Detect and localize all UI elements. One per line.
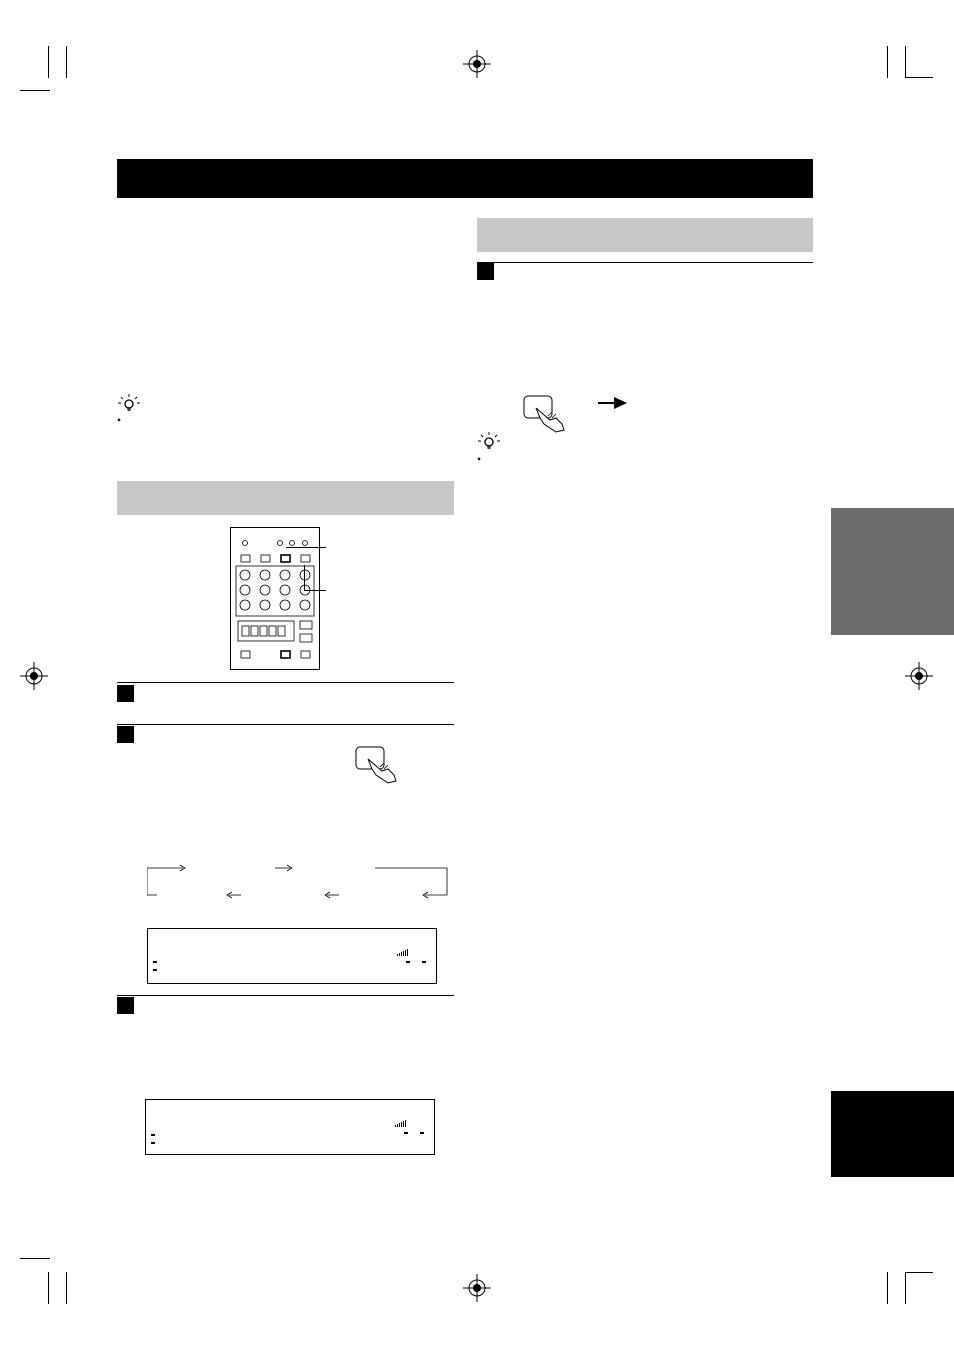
- crop-mark: [66, 1272, 67, 1304]
- page-title: [117, 159, 813, 198]
- dsp-indicator: [153, 961, 157, 963]
- left-channel-indicator: [406, 961, 410, 963]
- registration-mark-icon: [20, 662, 48, 690]
- crop-mark: [48, 46, 49, 78]
- pcm-indicator: [151, 1142, 155, 1144]
- side-tab-nederlands: [831, 1091, 954, 1177]
- step-number-1: [117, 685, 134, 702]
- tip-icon: [477, 431, 501, 451]
- registration-mark-icon: [905, 662, 933, 690]
- crop-mark: [66, 46, 67, 78]
- crop-mark: [20, 90, 50, 91]
- step-rule: [117, 995, 454, 996]
- remote-control-illustration: [230, 527, 320, 670]
- registration-mark-icon: [463, 50, 491, 78]
- crop-mark: [887, 46, 888, 78]
- display-source-row: [188, 934, 433, 944]
- step-number-3: [117, 997, 134, 1014]
- volume-meter-icon: [395, 1119, 415, 1127]
- step-number-block: [477, 263, 494, 280]
- pcm-indicator: [153, 969, 157, 971]
- front-panel-display-concert-hall: [145, 1099, 435, 1155]
- registration-mark-icon: [463, 1274, 491, 1302]
- side-tab-basisbediening: [831, 508, 954, 635]
- crop-mark: [48, 1272, 49, 1304]
- right-channel-indicator: [422, 961, 426, 963]
- step-rule: [117, 682, 454, 683]
- front-panel-display-sleep-120: [147, 928, 437, 984]
- hand-press-button-icon: [522, 394, 570, 434]
- crop-mark: [905, 1272, 906, 1304]
- step-rule: [117, 724, 454, 725]
- section-heading-set: [117, 481, 454, 515]
- hand-press-button-icon: [354, 745, 402, 785]
- volume-meter-icon: [397, 948, 417, 956]
- section-heading-cancel: [477, 218, 813, 252]
- crop-mark: [20, 1258, 50, 1259]
- callout-line-1: [304, 590, 326, 591]
- tip-icon: [117, 393, 141, 413]
- dsp-indicator: [151, 1134, 155, 1136]
- crop-mark: [905, 1272, 933, 1273]
- sleep-cycle-diagram: [147, 858, 449, 904]
- step-number-2: [117, 726, 134, 743]
- crop-mark: [887, 1272, 888, 1304]
- crop-mark: [905, 77, 933, 78]
- callout-line-1: [304, 565, 305, 590]
- display-source-row: [186, 1105, 431, 1115]
- callout-line-2: [286, 547, 326, 548]
- arrow-right-icon: [598, 396, 628, 410]
- step-rule: [477, 262, 813, 263]
- right-channel-indicator: [420, 1132, 424, 1134]
- left-channel-indicator: [404, 1132, 408, 1134]
- crop-mark: [905, 46, 906, 78]
